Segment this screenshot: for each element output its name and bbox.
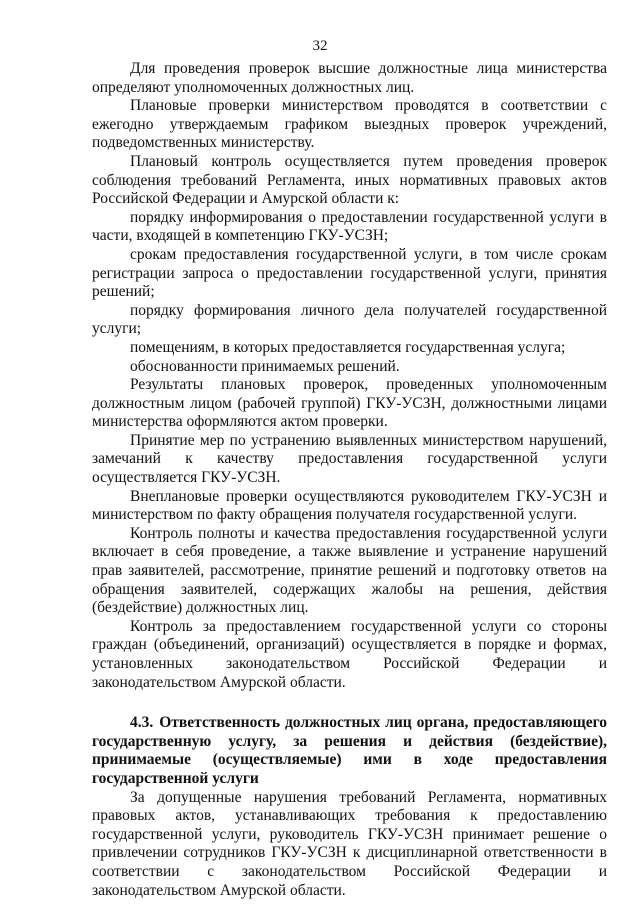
- list-item: обоснованности принимаемых решений.: [130, 357, 400, 375]
- paragraph: Плановый контроль осуществляется путем проведения проверок соблюдения требований Регламента, иных нормативных правовых актов Российской Федерации и Амурской области к:: [92, 152, 607, 208]
- section-heading: [92, 714, 607, 788]
- section-title: Ответственность должностных лиц органа, предоставляющего государственную услугу, за решения и действия (бездействие), принимаемые (осуществляемые) ими в ходе предоставления государственной услуги: [92, 714, 607, 787]
- paragraph: Контроль полноты и качества предоставления государственной услуги включает в себя проведение, а также выявление и устранение нарушений прав заявителей, рассмотрение, принятие решений и подготовку ответов на обращения заявителей, содержащих жалобы на решения, действия (бездействие) должностных лиц.: [92, 524, 607, 617]
- paragraph: Контроль за предоставлением государственной услуги со стороны граждан (объединений, организаций) осуществляется в порядке и формах, установленных законодательством Российской Федерации и законодательством Амурской области.: [92, 617, 607, 691]
- paragraph: Плановые проверки министерством проводятся в соответствии с ежегодно утверждаемым графиком выездных проверок учреждений, подведомственных министерству.: [92, 97, 607, 152]
- paragraph: Внеплановые проверки осуществляются руководителем ГКУ-УСЗН и министерством по факту обращения получателя государственной услуги.: [92, 487, 607, 524]
- list-item: срокам предоставления государственной услуги, в том числе срокам регистрации запроса о предоставлении государственной услуги, принятия решений;: [92, 245, 607, 301]
- paragraph: Принятие мер по устранению выявленных министерством нарушений, замечаний к качеству предоставления государственной услуги осуществляется ГКУ-УСЗН.: [92, 431, 607, 487]
- paragraph: Результаты плановых проверок, проведенных уполномоченным должностным лицом (рабочей группой) ГКУ-УСЗН, должностными лицами министерства оформляются актом проверки.: [92, 376, 607, 431]
- section-number: 4.3.: [130, 714, 154, 732]
- paragraph: Для проведения проверок высшие должностные лица министерства определяют уполномоченных должностных лиц.: [92, 60, 607, 96]
- page-number: 32: [312, 38, 328, 54]
- document-body: [92, 60, 607, 900]
- list-item: помещениям, в которых предоставляется государственная услуга;: [130, 338, 566, 356]
- list-item: порядку информирования о предоставлении государственной услуги в части, входящей в компетенцию ГКУ-УСЗН;: [92, 208, 607, 245]
- list-item: порядку формирования личного дела получателей государственной услуги;: [92, 301, 607, 338]
- paragraph: За допущенные нарушения требований Регламента, нормативных правовых актов, устанавливающих требования к предоставлению государственной услуги, руководитель ГКУ-УСЗН принимает решение о привлечении сотрудников ГКУ-УСЗН к дисциплинарной ответственности в соответствии с законодательством Российской Федерации и законодательством Амурской области.: [92, 788, 607, 899]
